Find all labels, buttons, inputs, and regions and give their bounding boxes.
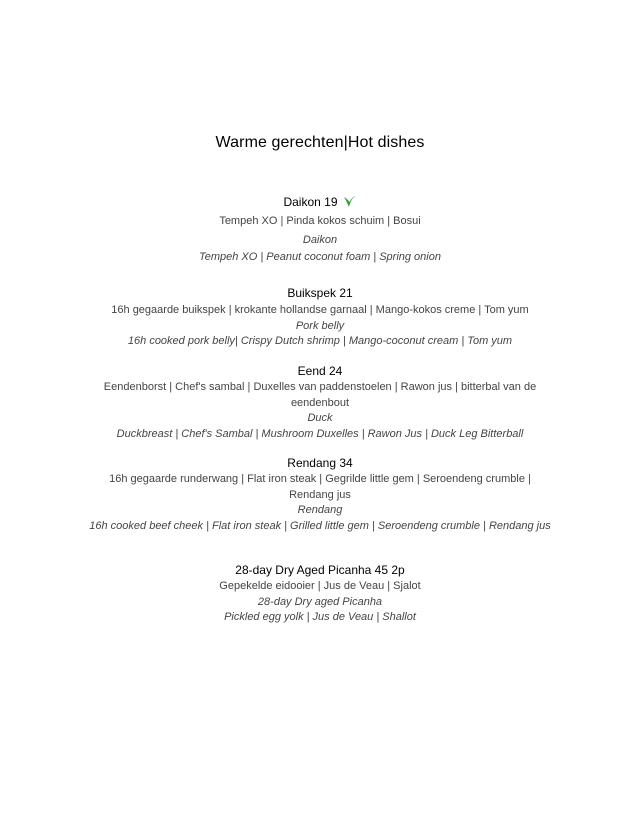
dish-name [60, 194, 580, 211]
dish-description-nl-line2: eendenbout [290, 396, 350, 409]
dish-name-text: Daikon 19 [283, 195, 338, 209]
dish-name: Eend 24 [297, 364, 343, 378]
dish-picanha [60, 562, 580, 626]
dish-buikspek [40, 285, 600, 350]
dish-description-nl-line2: Rendang jus [289, 488, 351, 501]
dish-name: Buikspek 21 [287, 286, 353, 300]
dish-description-en: 16h cooked pork belly| Crispy Dutch shrimp | Mango-coconut cream | Tom yum [127, 335, 513, 347]
dish-title-en: Pork belly [295, 319, 345, 332]
dish-description-nl-line1: Eendenborst | Chef's sambal | Duxelles van paddenstoelen | Rawon jus | bitterbal van de [103, 381, 537, 393]
dish-eend [40, 363, 600, 442]
page-title: Warme gerechten|Hot dishes [215, 134, 425, 151]
dish-rendang [40, 455, 600, 534]
dish-title-en: Duck [307, 412, 333, 424]
dish-name: Rendang 34 [287, 456, 353, 470]
dish-daikon [60, 194, 580, 266]
dish-description-nl: 16h gegaarde buikspek | krokante hollandse garnaal | Mango-kokos creme | Tom yum [111, 304, 529, 316]
dish-description-nl-line1: 16h gegaarde runderwang | Flat iron steak | Gegrilde little gem | Seroendeng crumble | [109, 473, 531, 485]
dish-description-en: Duckbreast | Chef's Sambal | Mushroom Duxelles | Rawon Jus | Duck Leg Bitterball [116, 427, 524, 440]
dish-description-nl: Gepekelde eidooier | Jus de Veau | Sjalot [219, 580, 421, 592]
dish-title-en: Rendang [297, 504, 343, 516]
vegan-leaf-icon [343, 194, 357, 208]
dish-description-en: Tempeh XO | Peanut coconut foam | Spring onion [199, 251, 441, 263]
dish-description-nl: Tempeh XO | Pinda kokos schuim | Bosui [219, 215, 421, 227]
dish-name: 28-day Dry Aged Picanha 45 2p [235, 563, 405, 577]
dish-title-en: 28-day Dry aged Picanha [257, 595, 383, 608]
dish-description-en: Pickled egg yolk | Jus de Veau | Shallot [224, 611, 416, 623]
dish-description-en: 16h cooked beef cheek | Flat iron steak | Grilled little gem | Seroendeng crumble | Rendang jus [89, 519, 551, 532]
dish-title-en: Daikon [302, 233, 338, 246]
